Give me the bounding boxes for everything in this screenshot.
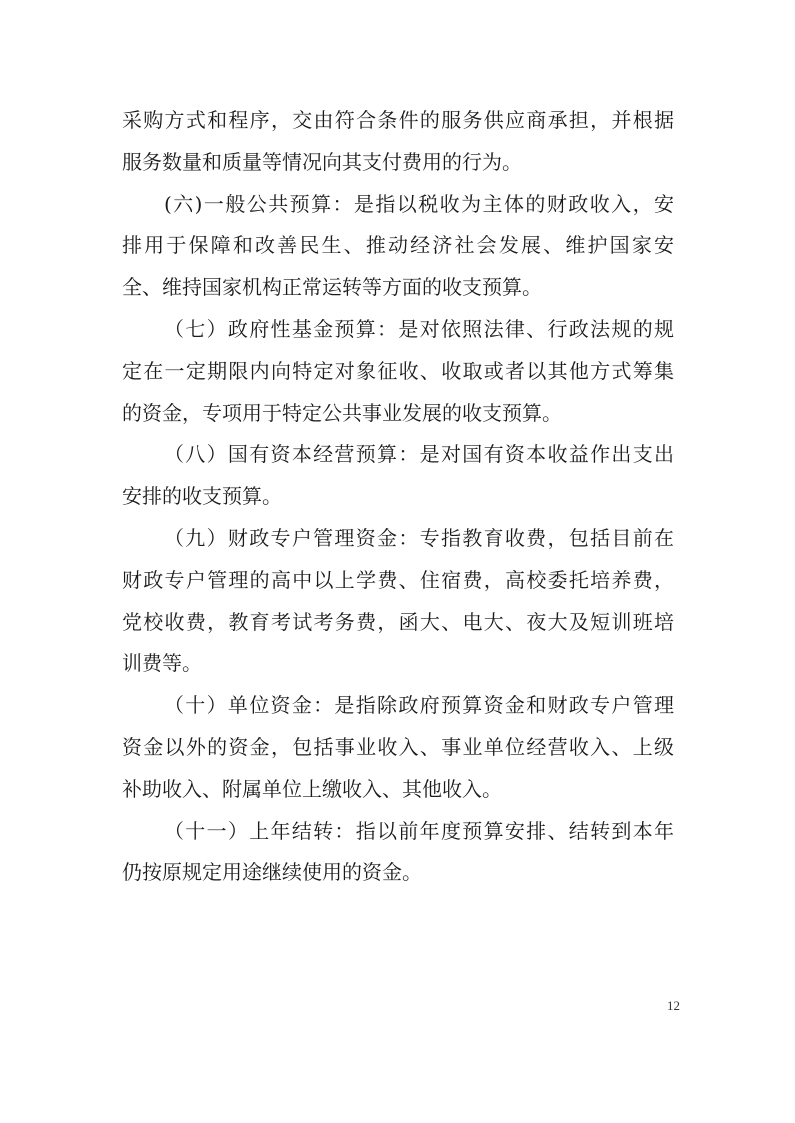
text-line: （八）国有资本经营预算：是对国有资本收益作出支出: [164, 442, 674, 467]
paragraph-general-public-budget: [122, 184, 674, 309]
text-line: 财政专户管理的高中以上学费、住宿费，高校委托培养费，: [122, 567, 674, 592]
text-line: 定在一定期限内向特定对象征收、收取或者以其他方式筹集: [122, 358, 674, 383]
text-line: 全、维持国家机构正常运转等方面的收支预算。: [122, 275, 542, 300]
text-line: （十一）上年结转：指以前年度预算安排、结转到本年: [164, 818, 674, 843]
text-line: 安排的收支预算。: [122, 484, 282, 509]
text-line: 训费等。: [122, 651, 202, 676]
text-line: 采购方式和程序，交由符合条件的服务供应商承担，并根据: [122, 108, 674, 132]
paragraph-unit-funds: [122, 685, 674, 810]
body-text: [122, 100, 674, 894]
paragraph-procurement-end: [122, 100, 674, 184]
text-line: 服务数量和质量等情况向其支付费用的行为。: [122, 149, 522, 174]
text-line: 资金以外的资金，包括事业收入、事业单位经营收入、上级: [122, 734, 674, 759]
text-line: 仍按原规定用途继续使用的资金。: [122, 860, 422, 885]
text-line: (六)一般公共预算：是指以税收为主体的财政收入，安: [164, 191, 674, 216]
paragraph-special-account-funds: [122, 518, 674, 685]
text-line: （十）单位资金：是指除政府预算资金和财政专户管理: [164, 693, 674, 718]
text-line: 补助收入、附属单位上缴收入、其他收入。: [122, 776, 502, 801]
paragraph-carryover: [122, 811, 674, 895]
text-line: 的资金，专项用于特定公共事业发展的收支预算。: [122, 400, 562, 425]
paragraph-government-fund-budget: [122, 309, 674, 434]
page-number: 12: [667, 998, 680, 1013]
text-line: 排用于保障和改善民生、推动经济社会发展、维护国家安: [122, 233, 674, 258]
text-line: （七）政府性基金预算：是对依照法律、行政法规的规: [164, 316, 674, 341]
text-line: （九）财政专户管理资金：专指教育收费，包括目前在: [164, 525, 674, 550]
paragraph-state-capital-budget: [122, 434, 674, 518]
text-line: 党校收费，教育考试考务费，函大、电大、夜大及短训班培: [122, 609, 674, 634]
